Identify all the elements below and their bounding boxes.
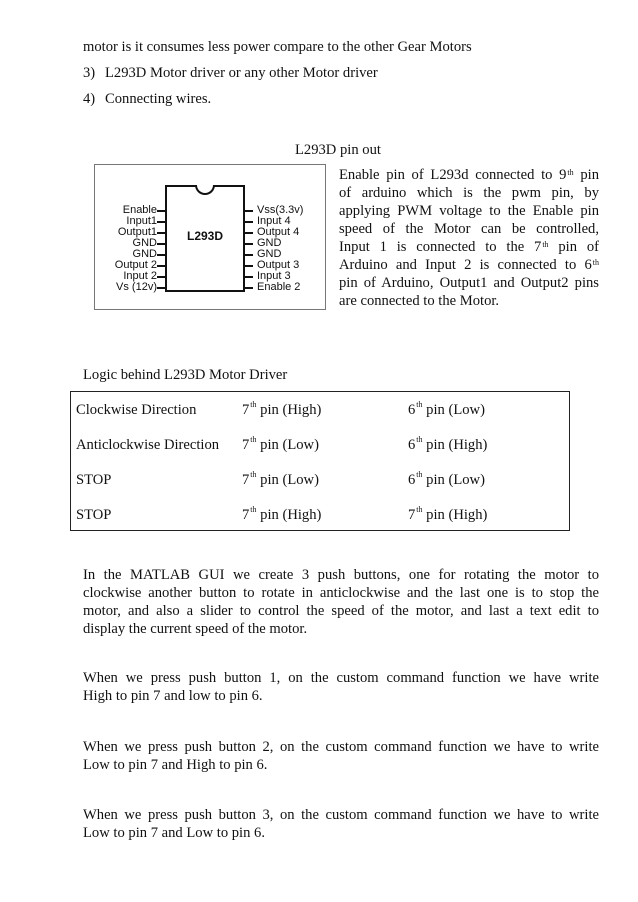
text-line: Low to pin 7 and High to pin 6.: [83, 757, 268, 773]
text-line: motor is it consumes less power compare to the other Gear Motors: [83, 39, 472, 55]
pin-lead: [245, 232, 253, 234]
superscript: th: [250, 505, 257, 514]
table-cell-direction: [76, 472, 111, 489]
cell-text: STOP: [76, 472, 112, 488]
table-cell-pin-b: [408, 402, 485, 419]
pin-label: Output1: [117, 226, 157, 238]
gui-paragraph: [83, 566, 599, 638]
text-fragment: Input 1 is connected to the 7: [339, 239, 542, 255]
pin-lead: [157, 287, 165, 289]
superscript: th: [416, 435, 423, 444]
pin-lead: [245, 276, 253, 278]
text-line: are connected to the Motor.: [339, 293, 500, 309]
pin-lead: [157, 221, 165, 223]
pin-lead: [157, 210, 165, 212]
cell-text: Anticlockwise Direction: [76, 437, 220, 453]
superscript: th: [416, 470, 423, 479]
superscript: th: [250, 435, 257, 444]
cell-text: pin (Low): [422, 472, 485, 488]
cell-text: pin (Low): [256, 437, 319, 453]
table-cell-pin-b: [408, 437, 487, 454]
pin-label: Output 4: [257, 226, 300, 238]
pin-lead: [245, 254, 253, 256]
list-item-number: 4): [83, 91, 96, 107]
pin-lead: [245, 221, 253, 223]
cell-text: Clockwise Direction: [76, 402, 197, 418]
ic-chip: [165, 185, 245, 292]
cell-text: 7: [242, 472, 250, 488]
pin-label: GND: [257, 248, 282, 260]
pin-lead: [157, 232, 165, 234]
list-item: L293D Motor driver or any other Motor driver: [105, 65, 378, 81]
cell-text: pin (High): [256, 507, 322, 523]
cell-text: STOP: [76, 507, 112, 523]
text-line: When we press push button 2, on the custom command function we have to write: [83, 739, 599, 755]
cell-text: 6: [408, 402, 416, 418]
text-fragment: Enable pin of L293d connected to 9: [339, 167, 567, 183]
text-fragment: Arduino and Input 2 is connected to 6: [339, 257, 592, 273]
pin-lead: [245, 287, 253, 289]
pin-lead: [245, 210, 253, 212]
pinout-description: [339, 166, 599, 310]
button1-paragraph: [83, 669, 599, 705]
text-line: clockwise another button to rotate in anticlockwise and the last one is to stop the: [83, 585, 599, 601]
text-line: display the current speed of the motor.: [83, 621, 308, 637]
text-line: When we press push button 1, on the custom command function we have write: [83, 670, 599, 686]
text-fragment: pin: [573, 167, 600, 183]
l293d-pinout-diagram: [94, 164, 326, 310]
superscript: th: [250, 470, 257, 479]
pin-label: Enable: [122, 204, 157, 216]
superscript: th: [416, 505, 423, 514]
text-line: When we press push button 3, on the custom command function we have to write: [83, 807, 599, 823]
pin-label: Output 3: [257, 259, 300, 271]
pin-label: GND: [257, 237, 282, 249]
pin-label: Vss(3.3v): [257, 204, 304, 216]
table-cell-pin-a: [242, 472, 319, 489]
text-line: motor, and also a slider to control the speed of the motor, and last a text edit to: [83, 603, 599, 619]
chip-notch: [195, 185, 215, 195]
cell-text: 7: [242, 437, 250, 453]
superscript: th: [250, 400, 257, 409]
table-cell-direction: [76, 507, 111, 524]
pin-label: Input 2: [123, 270, 157, 282]
pin-lead: [245, 243, 253, 245]
text-line: In the MATLAB GUI we create 3 push buttons, one for rotating the motor to: [83, 567, 599, 583]
cell-text: pin (High): [422, 507, 488, 523]
text-line: speed of the Motor can be controlled,: [339, 221, 599, 237]
text-line: pin of Arduino, Output1 and Output2 pins: [339, 275, 599, 291]
cell-text: pin (Low): [256, 472, 319, 488]
table-cell-pin-b: [408, 507, 487, 524]
chip-label: L293D: [186, 229, 224, 243]
text-fragment: pin of: [548, 239, 599, 255]
pin-lead: [157, 265, 165, 267]
figure-caption: L293D pin out: [295, 142, 381, 158]
pin-lead: [157, 276, 165, 278]
text-line: applying PWM voltage to the Enable pin: [339, 203, 599, 219]
cell-text: 6: [408, 437, 416, 453]
pin-label: Input 3: [257, 270, 291, 282]
table-cell-direction: [76, 437, 219, 454]
pin-label: Input1: [126, 215, 157, 227]
pin-label: GND: [132, 248, 157, 260]
button3-paragraph: [83, 806, 599, 842]
button2-paragraph: [83, 738, 599, 774]
table-cell-pin-a: [242, 402, 321, 419]
pin-lead: [157, 254, 165, 256]
text-line: High to pin 7 and low to pin 6.: [83, 688, 263, 704]
superscript: th: [542, 240, 549, 249]
table-cell-direction: [76, 402, 196, 419]
superscript: th: [592, 258, 599, 267]
cell-text: 7: [408, 507, 416, 523]
pin-label: Vs (12v): [116, 281, 157, 293]
pin-label: Enable 2: [257, 281, 301, 293]
superscript: th: [567, 168, 574, 177]
table-cell-pin-b: [408, 472, 485, 489]
text-line: of arduino which is the pwm pin, by: [339, 185, 599, 201]
pin-label: GND: [132, 237, 157, 249]
cell-text: pin (High): [256, 402, 322, 418]
section-heading: Logic behind L293D Motor Driver: [83, 367, 288, 383]
cell-text: pin (Low): [422, 402, 485, 418]
list-item-number: 3): [83, 65, 96, 81]
pin-lead: [245, 265, 253, 267]
cell-text: pin (High): [422, 437, 488, 453]
cell-text: 6: [408, 472, 416, 488]
text-line: Low to pin 7 and Low to pin 6.: [83, 825, 266, 841]
table-cell-pin-a: [242, 507, 321, 524]
cell-text: 7: [242, 402, 250, 418]
superscript: th: [416, 400, 423, 409]
list-item: Connecting wires.: [105, 91, 212, 107]
logic-table: [70, 391, 570, 531]
table-cell-pin-a: [242, 437, 319, 454]
pin-label: Input 4: [257, 215, 291, 227]
pin-lead: [157, 243, 165, 245]
cell-text: 7: [242, 507, 250, 523]
pin-label: Output 2: [114, 259, 157, 271]
